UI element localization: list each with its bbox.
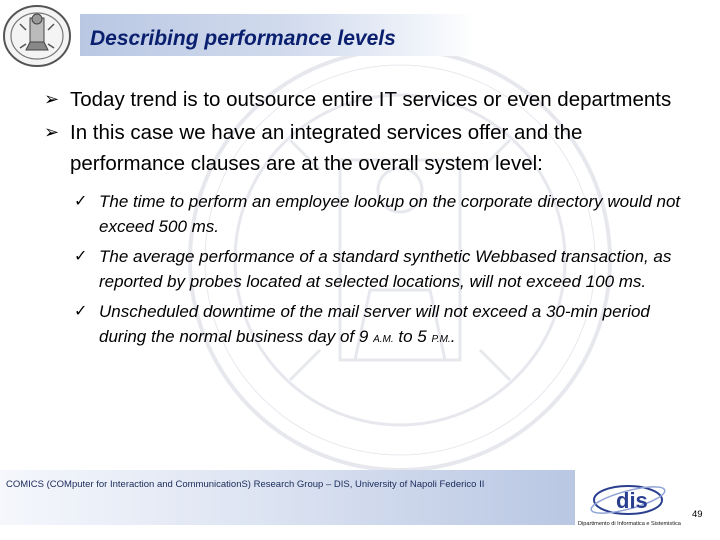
sub-bullet-item [74, 189, 684, 239]
bullet-list [44, 84, 684, 357]
slide-title: Describing performance levels [90, 27, 396, 50]
sub-bullet-text-part: . [450, 327, 456, 346]
sub-bullet-item [74, 299, 684, 352]
checkmark-icon: ✓ [74, 193, 88, 210]
bullet-item [44, 117, 684, 179]
dis-logo-tagline: Dipartimento di Informatica e Sistemistica [578, 521, 681, 527]
pm-label: P.M. [431, 334, 451, 345]
sub-bullet-text-part: to 5 [393, 327, 432, 346]
university-seal-logo [2, 4, 72, 68]
arrow-bullet-icon: ➢ [44, 89, 60, 109]
footer-text: COMICS (COMputer for Interaction and CommunicationS) Research Group – DIS, University of Napoli Federico II [6, 479, 485, 490]
sub-bullet-text [99, 302, 650, 346]
sub-bullet-text: The time to perform an employee lookup on the corporate directory would not exceed 500 ms. [99, 192, 681, 236]
svg-text:dis: dis [616, 488, 648, 513]
arrow-bullet-icon: ➢ [44, 122, 60, 142]
bullet-text: Today trend is to outsource entire IT services or even departments [70, 88, 672, 111]
sub-bullet-text: The average performance of a standard synthetic Webbased transaction, as reported by probes located at selected locations, will not exceed 100 ms. [99, 247, 672, 291]
checkmark-icon: ✓ [74, 303, 88, 320]
bullet-text: In this case we have an integrated services offer and the performance clauses are at the overall system level: [70, 121, 583, 175]
sub-bullet-text-part: Unscheduled downtime of the mail server will not exceed a 30-min period during the normal business day of 9 [99, 302, 650, 346]
sub-bullet-item [74, 244, 684, 294]
am-label: A.M. [373, 334, 394, 345]
page-number: 49 [692, 509, 703, 520]
bullet-item [44, 84, 684, 115]
dis-department-logo [576, 478, 681, 528]
checkmark-icon: ✓ [74, 248, 88, 265]
